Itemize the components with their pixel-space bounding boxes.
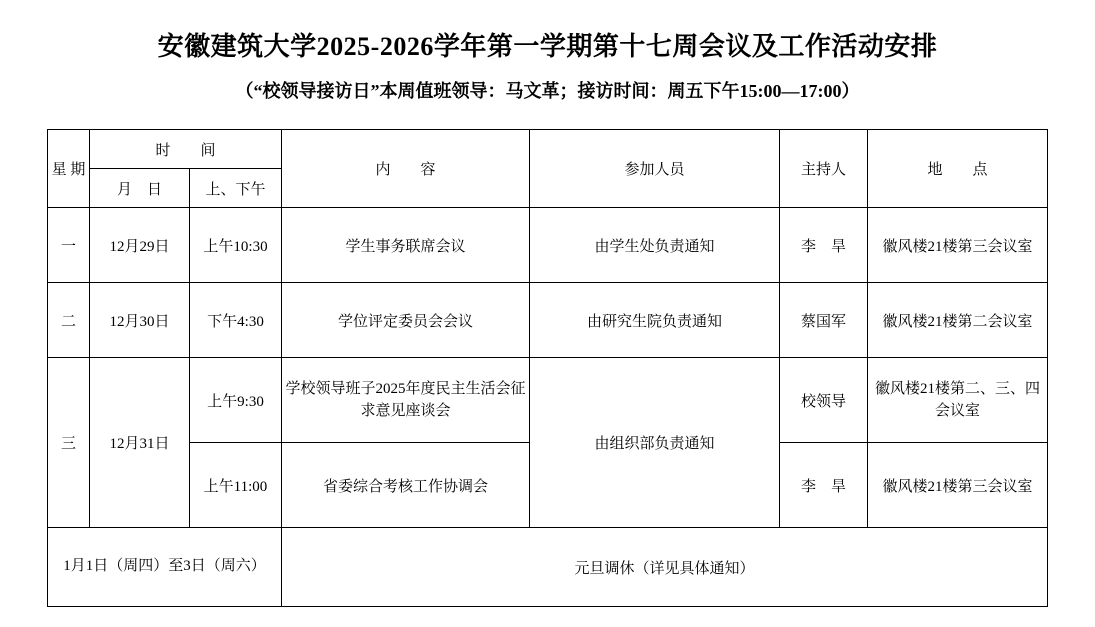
cell-content: 学位评定委员会会议 [282, 283, 530, 358]
cell-host: 校领导 [780, 358, 868, 443]
cell-place: 徽风楼21楼第二、三、四会议室 [868, 358, 1048, 443]
cell-place: 徽风楼21楼第二会议室 [868, 283, 1048, 358]
table-row [47, 208, 1047, 283]
cell-participants: 由学生处负责通知 [530, 208, 780, 283]
page-subtitle: （“校领导接访日”本周值班领导：马文革；接访时间：周五下午15:00—17:00） [235, 81, 860, 101]
cell-week: 二 [47, 283, 89, 358]
cell-content: 学生事务联席会议 [282, 208, 530, 283]
cell-content: 省委综合考核工作协调会 [282, 443, 530, 528]
header-participants: 参加人员 [530, 130, 780, 208]
page-title: 安徽建筑大学2025-2026学年第一学期第十七周会议及工作活动安排 [157, 32, 938, 61]
cell-place: 徽风楼21楼第三会议室 [868, 443, 1048, 528]
cell-host: 李 旱 [780, 208, 868, 283]
cell-participants: 由研究生院负责通知 [530, 283, 780, 358]
cell-week: 一 [47, 208, 89, 283]
header-place: 地 点 [868, 130, 1048, 208]
cell-host: 蔡国军 [780, 283, 868, 358]
table-row [47, 283, 1047, 358]
cell-ampm: 上午11:00 [189, 443, 281, 528]
cell-place: 徽风楼21楼第三会议室 [868, 208, 1048, 283]
table-row-holiday [47, 528, 1047, 607]
cell-ampm: 上午10:30 [189, 208, 281, 283]
cell-date: 12月30日 [89, 283, 189, 358]
header-content: 内 容 [282, 130, 530, 208]
cell-content: 学校领导班子2025年度民主生活会征求意见座谈会 [282, 358, 530, 443]
header-ampm: 上、下午 [189, 169, 281, 208]
header-host: 主持人 [780, 130, 868, 208]
cell-holiday-note: 元旦调休（详见具体通知） [282, 528, 1048, 607]
header-time: 时 间 [89, 130, 281, 169]
document-page [0, 26, 1095, 627]
cell-host: 李 旱 [780, 443, 868, 528]
cell-week: 三 [47, 358, 89, 528]
cell-ampm: 上午9:30 [189, 358, 281, 443]
cell-date: 12月31日 [89, 358, 189, 528]
cell-participants: 由组织部负责通知 [530, 358, 780, 528]
schedule-table [47, 129, 1048, 607]
table-row [47, 358, 1047, 443]
cell-date: 12月29日 [89, 208, 189, 283]
table-header-row-1 [47, 130, 1047, 169]
cell-ampm: 下午4:30 [189, 283, 281, 358]
cell-holiday-range: 1月1日（周四）至3日（周六） [47, 528, 281, 607]
header-week: 星 期 [47, 130, 89, 208]
header-date: 月 日 [89, 169, 189, 208]
